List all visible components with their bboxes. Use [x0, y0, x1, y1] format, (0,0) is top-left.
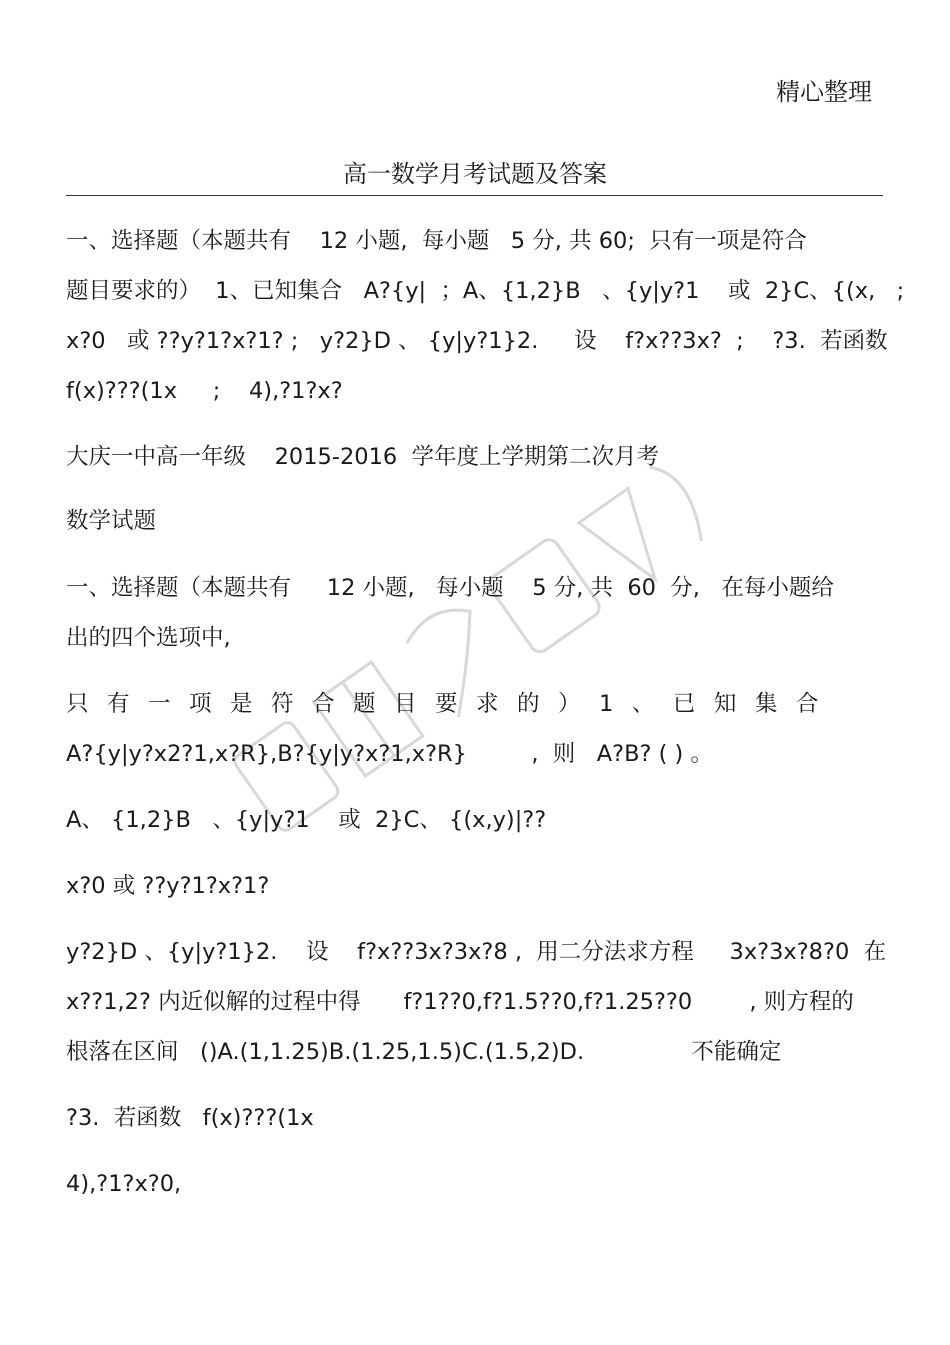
- text-line: 数学试题: [66, 508, 157, 534]
- text-line: A?{y|y?x2?1,x?R},B?{y|y?x?1,x?R} , 则 A?B? ( ) 。: [66, 741, 713, 767]
- text-line: 一、选择题（本题共有 12 小题, 每小题 5 分, 共 60; 只有一项是符合: [66, 228, 807, 254]
- text-line: 只有一项是符合题目要求的）1、已知集合: [66, 691, 837, 717]
- text-line: 根落在区间 ()A.(1,1.25)B.(1.25,1.5)C.(1.5,2)D. 不能确定: [66, 1039, 782, 1065]
- text-line: 4),?1?x?0,: [66, 1171, 182, 1197]
- text-line: A、 {1,2}B 、{y|y?1 或 2}C、 {(x,y)|??: [66, 807, 547, 833]
- text-line: x?0 或 ??y?1?x?1?: [66, 873, 270, 899]
- text-line: f(x)???(1x ; 4),?1?x?: [66, 378, 343, 404]
- text-line: x??1,2? 内近似解的过程中得 f?1??0,f?1.5??0,f?1.25??0 , 则方程的: [66, 989, 854, 1015]
- text-line: 出的四个选项中,: [66, 625, 231, 651]
- text-line: y?2}D 、{y|y?1}2. 设 f?x??3x?3x?8 , 用二分法求方程 3x?3x?8?0 在: [66, 939, 887, 965]
- text-line: x?0 或 ??y?1?x?1? ; y?2}D 、 {y|y?1}2. 设 f?x??3x? ; ?3. 若函数: [66, 328, 888, 354]
- text-line: ?3. 若函数 f(x)???(1x: [66, 1105, 314, 1131]
- document-title: 高一数学月考试题及答案: [343, 160, 607, 188]
- text-line: 一、选择题（本题共有 12 小题, 每小题 5 分, 共 60 分, 在每小题给: [66, 575, 834, 601]
- text-line: 大庆一中高一年级 2015-2016 学年度上学期第二次月考: [66, 444, 660, 470]
- header-note: 精心整理: [776, 78, 872, 106]
- title-divider: [66, 195, 883, 196]
- text-line: 题目要求的） 1、已知集合 A?{y| ；A、{1,2}B 、{y|y?1 或 2}C、{(x, ;: [66, 278, 905, 304]
